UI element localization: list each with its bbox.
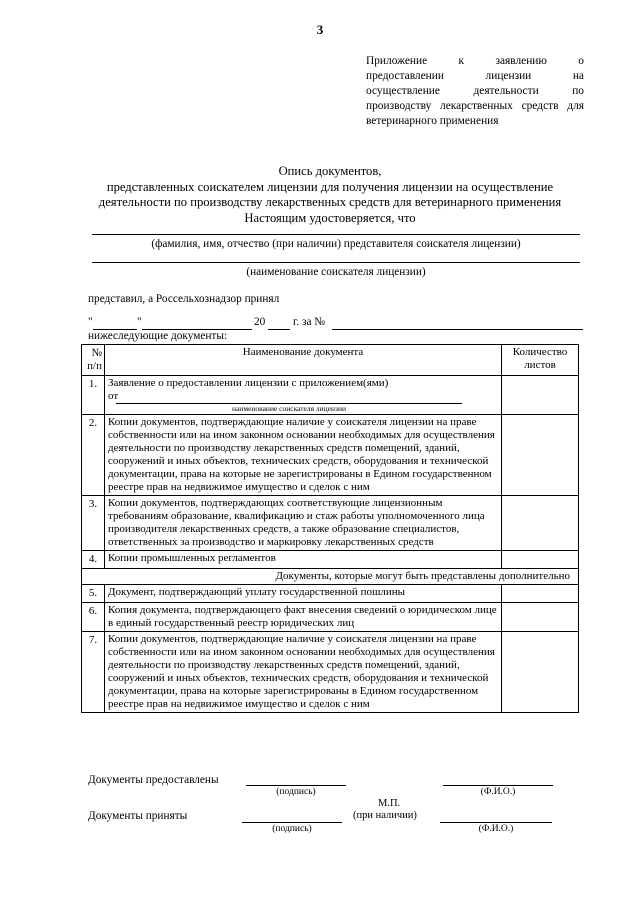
section-row [82, 569, 579, 585]
row-qty[interactable] [502, 376, 579, 415]
row-name: Копии документов, подтверждающих соответствующие лицензионным требованиям образование, квалификацию и стаж работы уполномоченного лица производителя лекарственных средств, а также образование специалистов, ответственных за производство и маркировку лекарственных средств [105, 496, 502, 551]
representative-name-line[interactable] [92, 234, 580, 235]
document-title [40, 164, 620, 226]
provided-fio-caption: (Ф.И.О.) [480, 787, 516, 797]
documents-table [81, 344, 579, 713]
registration-number-label: г. за № [293, 316, 326, 328]
applicant-caption: (наименование соискателя лицензии) [246, 266, 426, 278]
provided-signature-caption: (подпись) [276, 787, 316, 797]
below-docs-text: нижеследующие документы: [88, 330, 228, 342]
year-field[interactable] [268, 329, 290, 330]
title-line: Опись документов, [278, 164, 382, 178]
accepted-signature-line[interactable] [242, 822, 342, 823]
row-name: Копии промышленных регламентов [105, 551, 502, 569]
section-title: Документы, которые могут быть представлены дополнительно [82, 569, 579, 585]
appendix-line: осуществление деятельности по [366, 85, 584, 97]
provided-label: Документы предоставлены [88, 774, 219, 786]
row-name: Копия документа, подтверждающего факт внесения сведений о юридическом лице в единый государственный реестр юридических лиц [105, 603, 502, 632]
header-qty: Количество листов [502, 345, 579, 376]
mp-note: (при наличии) [353, 810, 417, 821]
accepted-fio-line[interactable] [440, 822, 552, 823]
accepted-label: Документы приняты [88, 810, 188, 822]
mp-label: М.П. [378, 798, 401, 809]
row-num: 5. [82, 585, 105, 603]
header-name: Наименование документа [105, 345, 502, 376]
provided-signature-line[interactable] [246, 785, 346, 786]
applicant-from [108, 390, 498, 403]
appendix-line: ветеринарного применения [366, 115, 499, 127]
appendix-line: Приложение к заявлению о [366, 55, 584, 67]
table-row [82, 496, 579, 551]
header-num: № п/п [82, 345, 105, 376]
row-num: 1. [82, 376, 105, 415]
appendix-note [366, 54, 584, 129]
row-qty[interactable] [502, 632, 579, 713]
row-qty[interactable] [502, 551, 579, 569]
row-name: Документ, подтверждающий уплату государственной пошлины [105, 585, 502, 603]
table-row [82, 632, 579, 713]
representative-caption: (фамилия, имя, отчество (при наличии) представителя соискателя лицензии) [151, 238, 521, 250]
from-label: от [108, 390, 119, 402]
title-line: деятельности по производству лекарственных средств для ветеринарного применения [98, 195, 562, 209]
row-qty[interactable] [502, 603, 579, 632]
row-name: Копии документов, подтверждающие наличие у соискателя лицензии на праве собственности или на ином законном основании необходимых для осуществления деятельности по производству лекарственных средств помещений, зданий, сооружений и иных объектов, технических средств, оборудования и технической документации, права на которые зарегистрированы в Едином государственном реестре прав на недвижимое имущество и сделок с ним [105, 632, 502, 713]
date-quote-close: " [137, 316, 142, 328]
provided-fio-line[interactable] [443, 785, 553, 786]
appendix-line: предоставлении лицензии на [366, 70, 584, 82]
row-qty[interactable] [502, 415, 579, 496]
table-row [82, 376, 579, 415]
appendix-line: производству лекарственных средств для [366, 100, 584, 112]
row-num: 3. [82, 496, 105, 551]
row-num: 2. [82, 415, 105, 496]
row-name: Заявление о предоставлении лицензии с приложением(ями) [108, 377, 389, 389]
table-row [82, 585, 579, 603]
row-name: Копии документов, подтверждающие наличие у соискателя лицензии на праве собственности или на ином законном основании необходимых для осуществления деятельности по производству лекарственных средств помещений, зданий, сооружений и иных объектов, технических средств, оборудования и технической документации, права на которые не зарегистрированы в Едином государственном реестре прав на недвижимое имущество и сделок с ним [105, 415, 502, 496]
presented-text: представил, а Россельхознадзор принял [88, 293, 280, 305]
row-name-cell [105, 376, 502, 415]
date-quote-open: " [88, 316, 93, 328]
year-prefix: 20 [254, 316, 266, 328]
applicant-name-line[interactable] [92, 262, 580, 263]
row-num: 6. [82, 603, 105, 632]
table-row [82, 551, 579, 569]
table-row [82, 415, 579, 496]
table-row [82, 603, 579, 632]
title-line: Настоящим удостоверяется, что [244, 210, 416, 225]
accepted-fio-caption: (Ф.И.О.) [478, 824, 514, 834]
applicant-sub-caption: наименование соискателя лицензии [231, 404, 347, 413]
row-num: 4. [82, 551, 105, 569]
row-qty[interactable] [502, 496, 579, 551]
registration-number-field[interactable] [332, 329, 583, 330]
row-qty[interactable] [502, 585, 579, 603]
table-header-row [82, 345, 579, 376]
title-line: представленных соискателем лицензии для получения лицензии на осуществление [106, 179, 554, 194]
row-num: 7. [82, 632, 105, 713]
page-number: 3 [316, 22, 324, 37]
accepted-signature-caption: (подпись) [272, 824, 312, 834]
